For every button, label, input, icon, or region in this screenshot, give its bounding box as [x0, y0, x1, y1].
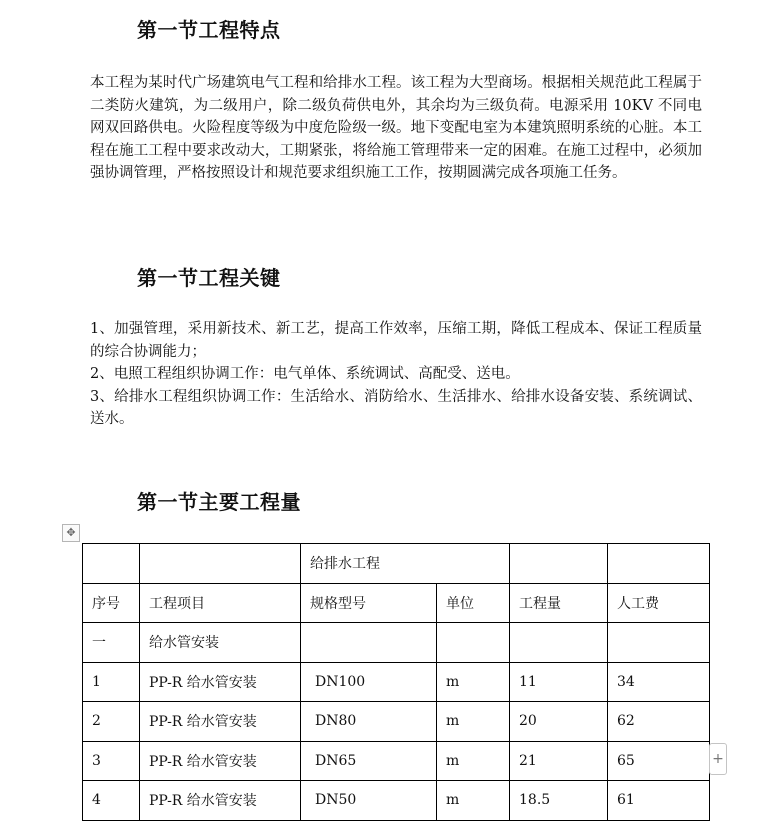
cell-qty[interactable]: 18.5	[510, 781, 608, 821]
key-point-3: 3、给排水工程组织协调工作：生活给水、消防给水、生活排水、给排水设备安装、系统调试、送水。	[90, 388, 702, 427]
header-item[interactable]: 工程项目	[140, 583, 301, 623]
cell-qty[interactable]: 11	[510, 662, 608, 702]
section-title-features: 第一节工程特点	[137, 18, 281, 42]
header-no[interactable]: 序号	[83, 583, 140, 623]
header-qty[interactable]: 工程量	[510, 583, 608, 623]
move-icon[interactable]: ✥	[62, 524, 80, 542]
quantities-table	[82, 543, 710, 821]
features-text: 本工程为某时代广场建筑电气工程和给排水工程。该工程为大型商场。根据相关规范此工程属于二类防火建筑，为二级用户，除二级负荷供电外，其余均为三级负荷。电源采用 10KV 不同电网双回路供电。火险程度等级为中度危险级一级。地下变配电室为本建筑照明系统的心脏。本工程在施工工程中要求改动大，工期紧张，将给施工管理带来一定的困难。在施工过程中，必须加强协调管理，严格按照设计和规范要求组织施工工作，按期圆满完成各项施工任务。	[90, 75, 702, 181]
cell-labor[interactable]: 65	[608, 741, 710, 781]
header-labor[interactable]: 人工费	[608, 583, 710, 623]
cell-unit[interactable]: m	[437, 702, 510, 742]
table-row	[83, 662, 710, 702]
table-caption[interactable]: 给排水工程	[301, 544, 510, 584]
cell-unit[interactable]: m	[437, 781, 510, 821]
cell-unit[interactable]: m	[437, 741, 510, 781]
cell-item[interactable]: PP-R 给水管安装	[140, 702, 301, 742]
table-row	[83, 741, 710, 781]
cell-spec[interactable]: DN80	[301, 702, 437, 742]
cell-no[interactable]: 2	[83, 702, 140, 742]
key-point-2: 2、电照工程组织协调工作：电气单体、系统调试、高配受、送电。	[90, 366, 520, 382]
table-caption-row	[83, 544, 710, 584]
group-item[interactable]: 给水管安装	[140, 623, 301, 663]
cell-no[interactable]: 4	[83, 781, 140, 821]
cell-item[interactable]: PP-R 给水管安装	[140, 662, 301, 702]
table-row	[83, 781, 710, 821]
cell-item[interactable]: PP-R 给水管安装	[140, 781, 301, 821]
section-title-quantities: 第一节主要工程量	[137, 490, 301, 514]
cell-labor[interactable]: 34	[608, 662, 710, 702]
table-group-row	[83, 623, 710, 663]
cell-qty[interactable]: 21	[510, 741, 608, 781]
section-title-key-points: 第一节工程关键	[137, 266, 281, 290]
plus-icon[interactable]: +	[709, 743, 727, 775]
cell-labor[interactable]: 61	[608, 781, 710, 821]
key-points-list	[90, 318, 702, 431]
cell-unit[interactable]: m	[437, 662, 510, 702]
header-spec[interactable]: 规格型号	[301, 583, 437, 623]
group-no[interactable]: 一	[83, 623, 140, 663]
key-point-1: 1、加强管理，采用新技术、新工艺，提高工作效率，压缩工期，降低工程成本、保证工程质量的综合协调能力；	[90, 321, 702, 360]
cell-no[interactable]: 1	[83, 662, 140, 702]
cell-spec[interactable]: DN50	[301, 781, 437, 821]
cell-item[interactable]: PP-R 给水管安装	[140, 741, 301, 781]
cell-qty[interactable]: 20	[510, 702, 608, 742]
cell-spec[interactable]: DN100	[301, 662, 437, 702]
table-row	[83, 702, 710, 742]
header-unit[interactable]: 单位	[437, 583, 510, 623]
cell-spec[interactable]: DN65	[301, 741, 437, 781]
features-paragraph	[90, 72, 702, 185]
cell-labor[interactable]: 62	[608, 702, 710, 742]
table-header-row	[83, 583, 710, 623]
cell-no[interactable]: 3	[83, 741, 140, 781]
